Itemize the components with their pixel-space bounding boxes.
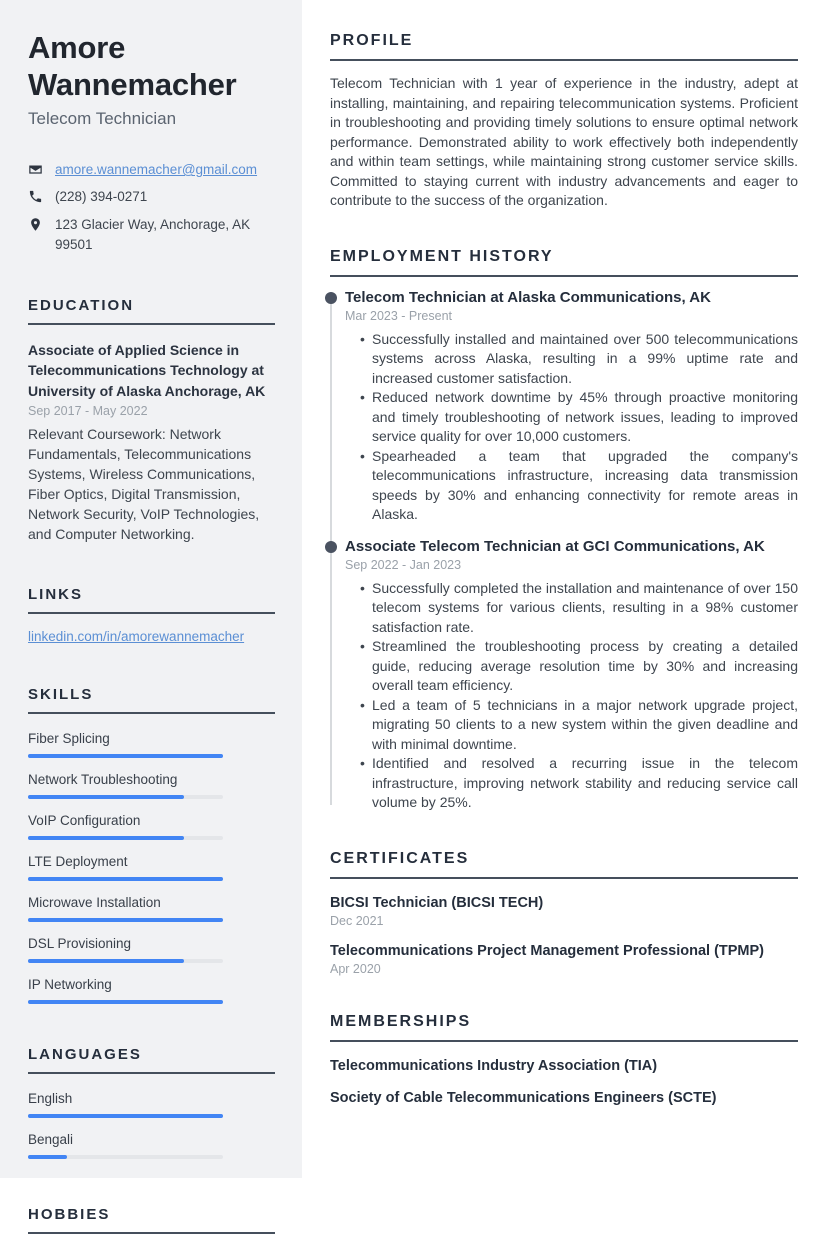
skill-item: [28, 772, 275, 799]
skill-name: Fiber Splicing: [28, 731, 110, 747]
person-job-title: Telecom Technician: [28, 109, 177, 129]
job-bullet: • Reduced network downtime by 45% through proactive monitoring and timely troubleshooting of network issues, leading to improved service quality for over 10,000 customers.: [372, 388, 798, 447]
job-bullet: • Successfully completed the installation and maintenance of over 150 telecom systems for various clients, resulting in a 98% customer satisfaction rate.: [372, 579, 798, 638]
skill-bar-track: [28, 836, 223, 840]
certificate-date: Apr 2020: [330, 961, 381, 976]
skills-heading: SKILLS: [28, 686, 275, 714]
language-bar-fill: [28, 1155, 67, 1159]
language-bar-track: [28, 1114, 223, 1118]
links-section: [28, 586, 275, 644]
skill-name: DSL Provisioning: [28, 936, 132, 952]
skill-bar-fill: [28, 836, 184, 840]
job-dates: Sep 2022 - Jan 2023: [345, 557, 462, 572]
skill-bar-fill: [28, 918, 223, 922]
language-bar-fill: [28, 1114, 223, 1118]
education-description: Relevant Coursework: Network Fundamentals, Telecommunications Systems, Wireless Communications, Fiber Optics, Digital Transmission, Network Security, VoIP Technologies, and Computer Networking.: [28, 426, 260, 543]
education-section: [28, 297, 275, 544]
membership-item: Society of Cable Telecommunications Engineers (SCTE): [330, 1089, 717, 1106]
job-entry: [330, 289, 798, 525]
skill-bar-fill: [28, 959, 184, 963]
language-bar-track: [28, 1155, 223, 1159]
language-item: [28, 1132, 275, 1159]
skills-section: [28, 686, 275, 1004]
skill-name: LTE Deployment: [28, 854, 128, 870]
languages-section: [28, 1046, 275, 1159]
skill-bar-fill: [28, 795, 184, 799]
employment-section: [330, 248, 798, 813]
location-pin-icon: [28, 217, 43, 232]
job-bullet: • Identified and resolved a recurring issue in the telecom infrastructure, improving network stability and reducing service call volume by 25%.: [372, 754, 798, 813]
membership-item: Telecommunications Industry Association (TIA): [330, 1057, 658, 1074]
email-link[interactable]: amore.wannemacher@gmail.com: [55, 162, 258, 178]
memberships-heading: MEMBERSHIPS: [330, 1013, 798, 1042]
job-bullet: • Led a team of 5 technicians in a major network upgrade project, migrating 50 clients to a new system within the given deadline and with minimal downtime.: [372, 696, 798, 755]
profile-text: Telecom Technician with 1 year of experience in the industry, adept at installing, maintaining, and repairing telecommunication systems. Proficient in troubleshooting and providing timely solutions to ensure optimal network performance. Demonstrated ability to work effectively both independently and within team settings, while maintaining strong customer service skills. Committed to staying current with industry advancements and eager to contribute to the success of the organization.: [330, 75, 798, 208]
job-bullet-list: [345, 330, 798, 525]
skill-item: [28, 813, 275, 840]
sidebar: [0, 0, 302, 1224]
job-bullet-list: [345, 579, 798, 813]
job-bullet: • Spearheaded a team that upgraded the company's telecommunications infrastructure, increasing data transmission speeds by 30% and enhancing connectivity for remote areas in Alaska.: [372, 447, 798, 525]
education-dates: Sep 2017 - May 2022: [28, 404, 148, 419]
job-title: Associate Telecom Technician at GCI Communications, AK: [345, 537, 765, 555]
job-bullet: • Streamlined the troubleshooting process by creating a detailed guide, reducing average resolution time by 30% and increasing overall team efficiency.: [372, 637, 798, 696]
hobbies-heading: HOBBIES: [28, 1206, 275, 1234]
contact-info: [28, 160, 275, 255]
certificate-item: [330, 943, 798, 976]
skill-bar-track: [28, 877, 223, 881]
job-entry: [330, 538, 798, 813]
contact-email-row: [28, 160, 275, 180]
certificates-section: [330, 850, 798, 976]
skill-name: Microwave Installation: [28, 895, 161, 911]
skill-item: [28, 895, 275, 922]
language-name: English: [28, 1091, 73, 1107]
skill-bar-track: [28, 1000, 223, 1004]
skill-bar-track: [28, 754, 223, 758]
memberships-section: [330, 1013, 798, 1106]
certificate-date: Dec 2021: [330, 913, 384, 928]
employment-heading: EMPLOYMENT HISTORY: [330, 248, 798, 277]
education-degree: Associate of Applied Science in Telecommunications Technology at University of Alaska Anchorage, AK: [28, 342, 266, 399]
certificate-title: Telecommunications Project Management Professional (TPMP): [330, 942, 765, 959]
employment-timeline: [330, 289, 798, 813]
education-heading: EDUCATION: [28, 297, 275, 325]
hobbies-section: [28, 1206, 275, 1234]
person-name: Amore Wannemacher: [28, 30, 237, 102]
skill-bar-track: [28, 959, 223, 963]
skill-bar-track: [28, 918, 223, 922]
contact-address-row: [28, 215, 275, 256]
job-dates: Mar 2023 - Present: [345, 308, 452, 323]
main-column: [302, 0, 833, 1178]
language-item: [28, 1091, 275, 1118]
skill-name: VoIP Configuration: [28, 813, 141, 829]
job-title: Telecom Technician at Alaska Communications, AK: [345, 288, 711, 306]
address: 123 Glacier Way, Anchorage, AK 99501: [55, 216, 251, 252]
linkedin-link[interactable]: linkedin.com/in/amorewannemacher: [28, 629, 245, 645]
skill-bar-track: [28, 795, 223, 799]
skill-bar-fill: [28, 877, 223, 881]
language-name: Bengali: [28, 1132, 74, 1148]
timeline-dot: [325, 541, 337, 553]
skill-item: [28, 936, 275, 963]
contact-phone-row: [28, 187, 275, 207]
phone-icon: [28, 189, 43, 204]
certificate-title: BICSI Technician (BICSI TECH): [330, 894, 544, 911]
phone-number: (228) 394-0271: [55, 189, 148, 205]
profile-section: [330, 32, 798, 211]
envelope-icon: [28, 162, 43, 177]
certificate-item: [330, 895, 798, 928]
skill-bar-fill: [28, 754, 223, 758]
skill-name: Network Troubleshooting: [28, 772, 178, 788]
profile-heading: PROFILE: [330, 32, 798, 61]
skill-item: [28, 854, 275, 881]
certificates-heading: CERTIFICATES: [330, 850, 798, 879]
languages-heading: LANGUAGES: [28, 1046, 275, 1074]
skill-item: [28, 977, 275, 1004]
links-heading: LINKS: [28, 586, 275, 614]
skill-bar-fill: [28, 1000, 223, 1004]
timeline-dot: [325, 292, 337, 304]
job-bullet: • Successfully installed and maintained over 500 telecommunications systems across Alaska, resulting in a 99% uptime rate and increased customer satisfaction.: [372, 330, 798, 389]
skill-item: [28, 731, 275, 758]
skill-name: IP Networking: [28, 977, 112, 993]
